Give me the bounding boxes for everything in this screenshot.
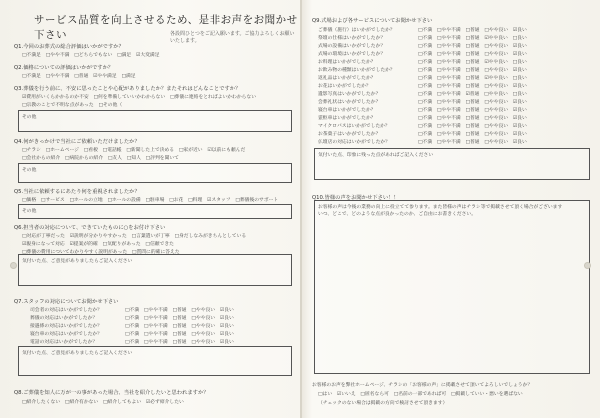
service-row-options[interactable]: □不満 □やや不満 □普通 □やや良い ☑良い [418, 100, 527, 105]
q3-other-box[interactable] [18, 110, 292, 132]
service-row [318, 26, 527, 33]
service-row-label: お飲み物の種類はいかがでしたか？ [318, 68, 395, 73]
q1-options[interactable]: □不満足 □やや不満 □どちらでもない □満足 ☑大変満足 [22, 53, 160, 58]
left-page [0, 0, 298, 418]
service-row-label: お花はいかがでしたか？ [318, 84, 371, 89]
service-row [318, 66, 527, 73]
staff-row-options[interactable]: □不満 □やや不満 □普通 □やや良い ☑良い [125, 308, 234, 313]
service-row-label: 会葬礼状はいかがでしたか？ [318, 100, 381, 105]
service-row [318, 74, 527, 81]
service-row-label: 遺影写真はいかがでしたか？ [318, 92, 381, 97]
service-row [318, 114, 527, 121]
q3-box-label: その他 [22, 115, 37, 120]
staff-row [30, 322, 234, 329]
staff-row-options[interactable]: □不満 □やや不満 □普通 □やや良い ☑良い [125, 332, 234, 337]
service-row-options[interactable]: □不満 □やや不満 □普通 □やや良い ☑良い [418, 52, 527, 57]
q5-other-box[interactable] [18, 204, 292, 219]
service-row [318, 58, 527, 65]
q8-label: Q8.ご葬儀を知人に万が一の事があった場合、当社を紹介したいと思われますか？ [14, 390, 209, 396]
staff-row-options[interactable]: □不満 □やや不満 □普通 □やや良い ☑良い [125, 324, 234, 329]
q5-label: Q5.当社に依頼するにあたり何を重視されましたか？ [14, 189, 140, 195]
q10-label: Q10.皆様の声をお聞かせ下さい！！ [312, 195, 399, 201]
service-row-label: 式場の環境はいかがでしたか？ [318, 52, 386, 57]
q4-row2[interactable]: □会社からの紹介 □病院からの紹介 □友人 □知人 □評判を聞いて [22, 156, 179, 161]
q6-label: Q6.担当者の対応について、できていたものに○をお付け下さい [14, 225, 166, 231]
q9-label: Q9.式場および各サービスについてお聞かせ下さい [312, 18, 433, 24]
q9-comment-box[interactable] [314, 148, 590, 180]
q8-options[interactable]: □紹介したくない □紹介有かない □紹介してもよい ☑必ず紹介したい [22, 400, 184, 405]
q6-box-label: 気付いた点、ご意見がありましたらご記入ください [22, 259, 133, 264]
binder-hole [10, 262, 17, 269]
q2-options[interactable]: □不満足 □やや不満 □普通 ☑やや満足 □満足 [22, 74, 136, 79]
service-row-options[interactable]: □不満 □やや不満 □普通 □やや良い ☑良い [418, 28, 527, 33]
service-row-options[interactable]: □不満 □やや不満 □普通 ☑やや良い □良い [418, 76, 527, 81]
q3-row2[interactable]: □宗教のことで不明な点があった □その他（ [22, 103, 123, 108]
q3-label: Q3.葬儀を行う前に、不安に思ったことや心配がありましたか？またそれはどんなことですか？ [14, 86, 241, 92]
page-fold [300, 0, 302, 418]
q2-label: Q2.価格についての評価はいかがですか？ [14, 65, 114, 71]
q5-row1[interactable]: □価格 □サービス □ホールの立地 □ホールの設備 □駐車場 □お花 □料理 ☑スタッフ □葬儀後のサポート [22, 198, 279, 203]
service-row-label: 寝台車はいかがでしたか？ [318, 108, 376, 113]
q6-row3[interactable]: □葬儀の費用についてわかりやすく説明があった □質問に的確に答えた [22, 250, 180, 255]
service-row [318, 50, 527, 57]
service-row-label: 祭壇の仕様はいかがでしたか？ [318, 36, 386, 41]
q9-box-label: 気付いた点、印象に残った点があればご記入ください [318, 153, 434, 158]
service-row [318, 98, 527, 105]
service-row-label: 返礼品はいかがでしたか？ [318, 76, 376, 81]
q10-line2: いつ、どこで、どのような点が良かったのか、ご自由にお書きください。 [318, 212, 477, 217]
service-row-options[interactable]: □不満 □やや不満 □普通 □やや良い ☑良い [418, 132, 527, 137]
service-row [318, 42, 527, 49]
service-row-options[interactable]: □不満 □やや不満 □普通 ☑やや良い □良い [418, 36, 527, 41]
staff-row [30, 338, 234, 345]
staff-row-label: 寝台車の対応はいかがでしたか？ [30, 332, 102, 337]
service-row [318, 122, 527, 129]
q10-line1: お客様の声は今後の業務の向上に役立てて参ります。また皆様の声はチラシ等で掲載させて頂く場合がございます [318, 205, 563, 210]
q4-other-box[interactable] [18, 163, 292, 183]
q4-box-label: その他 [22, 168, 37, 173]
staff-row-label: 電話の対応はいかがでしたか？ [30, 340, 98, 345]
service-row-label: 霊柩車はいかがでしたか？ [318, 116, 376, 121]
q4-row1[interactable]: □チラシ □ホームページ □看板 □電話帳 □新聞した上で決める □家が近い ☑以前にも頼んだ [22, 148, 246, 153]
q6-comment-box[interactable] [18, 254, 292, 286]
q4-label: Q4.何がきっかけで当社にご依頼いただけましたか？ [14, 139, 140, 145]
q6-row2[interactable]: ☑親身になって対応 ☑提案が的確 □気配りがあった □信頼できた [22, 242, 174, 247]
staff-row-label: 葬儀の対応はいかがでしたか？ [30, 316, 98, 321]
q7-comment-box[interactable] [18, 346, 292, 376]
staff-row [30, 306, 234, 313]
footer-line1: お客様のお声を弊社ホームページ、チラシの「お客様の声」に掲載させて頂いてよろしいでしょうか？ [312, 383, 533, 388]
footer-note: （チェックのない場合は掲載の方向で検討させて頂きます） [318, 401, 448, 406]
service-row-label: 式場の設備はいかがでしたか？ [318, 44, 386, 49]
binder-hole-right [584, 262, 591, 269]
service-row-label: お茶菓子はいかがでしたか？ [318, 132, 381, 137]
service-row-options[interactable]: □不満 □やや不満 □普通 □やや良い ☑良い [418, 140, 527, 145]
service-row [318, 90, 527, 97]
service-row-options[interactable]: □不満 □やや不満 □普通 □やや良い ☑良い [418, 108, 527, 113]
staff-row-options[interactable]: □不満 □やや不満 □普通 □やや良い ☑良い [125, 316, 234, 321]
service-row [318, 130, 527, 137]
staff-row [30, 330, 234, 337]
footer-options[interactable]: □はい ☑いいえ □匿名なら可 □名前の一部であれば可 □掲載していい・悪いを選ばない [318, 392, 523, 397]
service-row-options[interactable]: □不満 □やや不満 □普通 □やや良い ☑良い [418, 44, 527, 49]
right-page [304, 0, 600, 418]
q7-box-label: 気付いた点、ご意見がありましたらご記入ください [22, 351, 133, 356]
q6-row1[interactable]: □対応が丁寧だった ☑説明が分かりやすかった □言葉遣いが丁寧 □身だしなみがきちんとしている [22, 234, 247, 239]
q1-label: Q1.今回のお葬式の総合評価はいかがですか？ [14, 44, 124, 50]
service-row-label: マイクロバスはいかがでしたか？ [318, 124, 390, 129]
page-subtitle: 各設問ひとつをご記入願います。ご協力よろしくお願いいたします。 [170, 31, 295, 44]
staff-row-options[interactable]: □不満 □やや不満 □普通 □やや良い ☑良い [125, 340, 234, 345]
service-row [318, 106, 527, 113]
staff-row-label: 司会者の対応はいかがでしたか？ [30, 308, 102, 313]
service-row-options[interactable]: □不満 □やや不満 □普通 ☑やや良い □良い [418, 60, 527, 65]
service-row-label: ご葬儀（施行）はいかがでしたか？ [318, 28, 395, 33]
service-row [318, 82, 527, 89]
page-title: サービス品質を向上させるため、是非お声をお聞かせ下さい [34, 14, 298, 41]
service-row-options[interactable]: □不満 □やや不満 □普通 □やや良い ☑良い [418, 116, 527, 121]
q3-row1[interactable]: ☑費用がいくらかかるのか不安 □何を準備していいかわからない □葬儀に連絡をとればよいかわからない [22, 95, 257, 100]
service-row-options[interactable]: □不満 □やや不満 □普通 □やや良い ☑良い [418, 84, 527, 89]
staff-row-label: 接遇係の対応はいかがでしたか？ [30, 324, 102, 329]
service-row-label: 仏壇店の対応はいかがでしたか？ [318, 140, 390, 145]
service-row-options[interactable]: □不満 □やや不満 □普通 □やや良い ☑良い [418, 68, 527, 73]
service-row [318, 138, 527, 145]
q10-comment-box[interactable] [314, 200, 590, 374]
q7-label: Q7.スタッフの対応についてお聞かせ下さい [14, 299, 119, 305]
service-row-label: お料理はいかがでしたか？ [318, 60, 376, 65]
service-row-options[interactable]: □不満 □やや不満 □普通 □やや良い ☑良い [418, 124, 527, 129]
q5-box-label: その他 [22, 209, 37, 214]
service-row-options[interactable]: □不満 □やや不満 ☑普通 □やや良い □良い [418, 92, 527, 97]
service-row [318, 34, 527, 41]
staff-row [30, 314, 234, 321]
